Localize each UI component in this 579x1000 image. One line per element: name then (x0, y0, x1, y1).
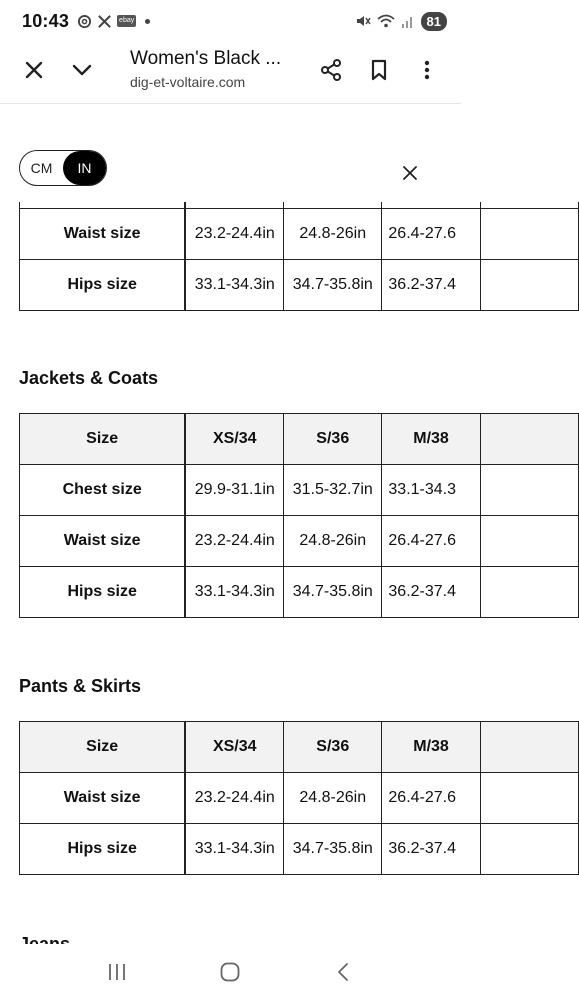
header-cell: XS/34 (185, 722, 283, 773)
signal-icon (401, 13, 415, 29)
page-url: dig-et-voltaire.com (130, 74, 246, 90)
home-button[interactable] (216, 958, 244, 986)
row-label: Waist size (20, 516, 186, 567)
close-icon (23, 59, 45, 81)
back-icon (333, 961, 355, 983)
notification-dot-icon (145, 19, 150, 24)
table-cell: 36.2-37.4 (382, 824, 480, 875)
close-tab-button[interactable] (22, 58, 46, 82)
size-table-jackets[interactable] (19, 413, 457, 618)
ebay-icon: ebay (117, 15, 136, 27)
status-time: 10:43 (22, 10, 70, 31)
share-icon (319, 58, 343, 82)
close-size-guide-icon[interactable] (399, 162, 421, 184)
table-cell: 29.9-31.1in (185, 465, 283, 516)
table-row (20, 208, 579, 259)
table-cell: 33.1-34.3in (185, 567, 283, 618)
table-header-row (20, 722, 579, 773)
table-cell: 33.1-34.3in (185, 259, 283, 310)
table-row (20, 465, 579, 516)
header-cell: S/36 (284, 414, 382, 465)
table-cell: 36.2-37.4 (382, 567, 480, 618)
section-title-jeans (19, 932, 70, 944)
table-cell (480, 773, 578, 824)
unit-cm-option[interactable]: CM (30, 160, 53, 176)
header-label: Size (20, 722, 186, 773)
table-cell: 34.7-35.8in (284, 824, 382, 875)
table-cell: 33.1-34.3in (185, 824, 283, 875)
recent-apps-icon (106, 961, 128, 983)
x-icon (97, 14, 112, 29)
header-cell: S/36 (284, 722, 382, 773)
table-cell: 23.2-24.4in (185, 208, 283, 259)
header-cell (480, 722, 578, 773)
table-cell: 26.4-27.6 (382, 773, 480, 824)
battery-indicator: 81 (421, 12, 447, 31)
table-cell: 34.7-35.8in (284, 259, 382, 310)
chevron-down-icon (70, 58, 94, 82)
table-cell: 24.8-26in (284, 208, 382, 259)
unit-toggle (19, 150, 107, 186)
status-bar (0, 0, 461, 42)
notification-icons (77, 14, 150, 29)
table-cell (480, 208, 578, 259)
header-cell: M/38 (382, 722, 480, 773)
table-row (20, 259, 579, 310)
row-label: Chest size (20, 465, 186, 516)
more-options-button[interactable] (415, 58, 439, 82)
mute-icon (355, 13, 371, 29)
row-label: Hips size (20, 259, 186, 310)
tab-title-area[interactable] (130, 48, 305, 90)
table-cell: 24.8-26in (284, 516, 382, 567)
back-button[interactable] (330, 958, 358, 986)
header-cell: M/38 (382, 414, 480, 465)
home-icon (218, 960, 242, 984)
table-header-row (20, 414, 579, 465)
row-label: Waist size (20, 773, 186, 824)
table-cell: 36.2-37.4 (382, 259, 480, 310)
table-cell (480, 259, 578, 310)
row-label: Hips size (20, 824, 186, 875)
table-row (20, 516, 579, 567)
table-cell: 34.7-35.8in (284, 567, 382, 618)
section-title-pants: Pants & Skirts (19, 676, 142, 696)
share-button[interactable] (319, 58, 343, 82)
threads-icon (77, 14, 92, 29)
table-cell (480, 824, 578, 875)
table-cell: 26.4-27.6 (382, 516, 480, 567)
more-vert-icon (415, 58, 439, 82)
size-table-scrolled (19, 202, 457, 311)
table-cell: 31.5-32.7in (284, 465, 382, 516)
status-right (355, 12, 447, 31)
system-nav-bar (0, 944, 461, 1000)
row-label: Waist size (20, 208, 186, 259)
table-cell: 33.1-34.3 (382, 465, 480, 516)
row-label: Hips size (20, 567, 186, 618)
minimize-tab-button[interactable] (70, 58, 94, 82)
table-cell: 23.2-24.4in (185, 773, 283, 824)
custom-tab-toolbar (0, 42, 461, 104)
page-title: Women's Black ... (130, 48, 282, 69)
header-label: Size (20, 414, 186, 465)
header-cell (480, 414, 578, 465)
wifi-icon (377, 13, 395, 29)
section-title-jackets: Jackets & Coats (19, 368, 159, 388)
table-cell: 26.4-27.6 (382, 208, 480, 259)
table-row (20, 567, 579, 618)
table-cell (480, 567, 578, 618)
table-cell (480, 465, 578, 516)
table-row (20, 773, 579, 824)
size-table-pants[interactable] (19, 721, 457, 875)
bookmark-icon (368, 58, 390, 82)
table-row (20, 824, 579, 875)
bookmark-button[interactable] (367, 58, 391, 82)
recent-apps-button[interactable] (103, 958, 131, 986)
table-cell (480, 516, 578, 567)
table-cell: 24.8-26in (284, 773, 382, 824)
table-cell: 23.2-24.4in (185, 516, 283, 567)
unit-in-option[interactable]: IN (63, 151, 106, 185)
header-cell: XS/34 (185, 414, 283, 465)
